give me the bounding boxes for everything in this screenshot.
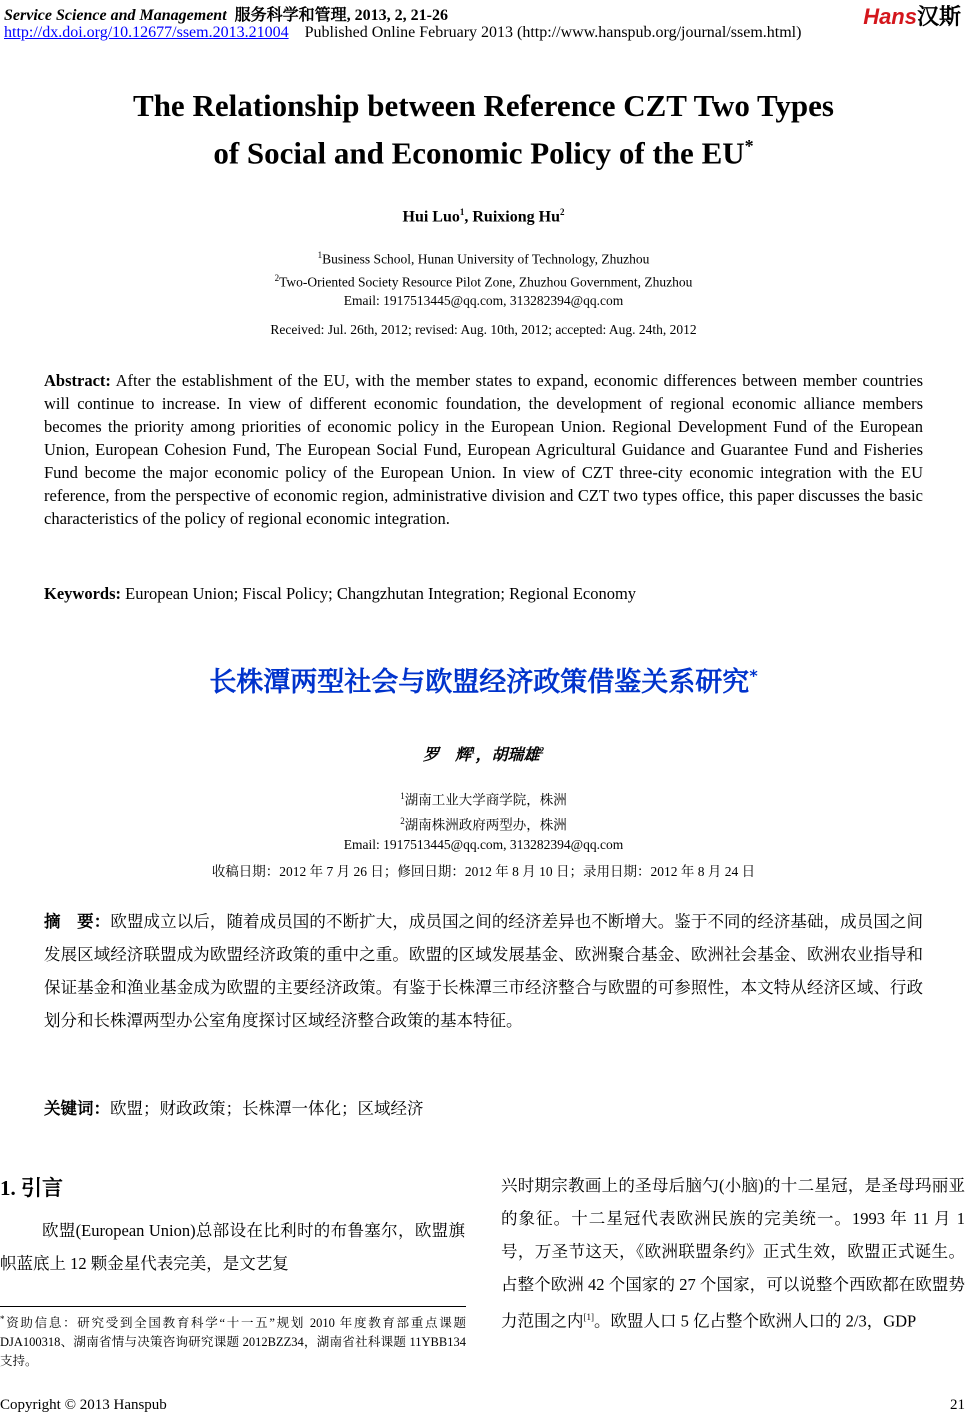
keywords	[44, 582, 923, 605]
section-heading: 1. 引言	[0, 1176, 63, 1200]
abstract	[44, 369, 923, 530]
doi-line	[4, 24, 801, 42]
affil-sup: 2	[400, 815, 405, 826]
author: 胡瑞雄	[491, 747, 540, 764]
zh-authors	[0, 742, 967, 765]
page-number: 21	[950, 1397, 965, 1413]
zh-dates: 收稿日期：2012 年 7 月 26 日；修回日期：2012 年 8 月 10 日；录用日期：2012 年 8 月 24 日	[211, 864, 756, 879]
keywords-text: 欧盟；财政政策；长株潭一体化；区域经济	[110, 1099, 424, 1118]
copyright: Copyright © 2013 Hanspub	[0, 1397, 167, 1413]
author-sup: 2	[539, 745, 545, 756]
abstract-text: After the establishment of the EU, with the member states to expand, economic differences between member countries will continue to increase. In view of different economic foundation, the development of regional economic alliance members becomes the priority among priorities of economic policy in the European Union. Regional Development Fund of the European Union, European Cohesion Fund, The European Social Fund, European Agricultural Guidance and Guarantee Fund and Fisheries Fund become the major economic policy of the European Union. In view of CZT three-city economic integration with the EU reference, from the perspective of economic region, administrative division and CZT two types office, this paper discusses the basic characteristics of the policy of regional economic integration.	[44, 371, 923, 528]
citation[interactable]: [1]	[583, 1312, 594, 1322]
affil-sup: 1	[400, 791, 405, 801]
zh-affiliations	[0, 786, 967, 855]
body-paragraph-right	[501, 1169, 965, 1338]
zh-keywords	[44, 1092, 923, 1125]
affil-sup: 1	[317, 250, 323, 260]
affil-text: 湖南工业大学商学院，株洲	[404, 792, 567, 808]
affil-text: Business School, Hunan University of Technology, Zhuzhou	[322, 251, 650, 267]
affiliation	[0, 246, 967, 269]
title-mark: *	[744, 136, 754, 156]
keywords-label: 关键词：	[44, 1099, 110, 1118]
paper-title	[0, 86, 967, 173]
title-line-2: of Social and Economic Policy of the EU	[213, 135, 745, 171]
footnote-text: 资助信息：研究受到全国教育科学“十一五”规划 2010 年度教育部重点课题 DJA100318、湖南省情与决策咨询研究课题 2012BZZ34，湖南省社科课题 11YBB134 支持。	[0, 1316, 466, 1369]
received-dates: Received: Jul. 26th, 2012; revised: Aug. 10th, 2012; accepted: Aug. 24th, 2012	[270, 322, 697, 337]
journal-name-zh: 服务科学和管理, 2013, 2, 21-26	[234, 7, 448, 24]
affiliation	[0, 786, 967, 811]
affil-text: Two-Oriented Society Resource Pilot Zone, Zhuzhou Government, Zhuzhou	[279, 274, 693, 289]
author-sup: 1	[470, 745, 476, 756]
email: Email: 1917513445@qq.com, 313282394@qq.com	[343, 293, 624, 308]
author: Hui Luo	[402, 208, 460, 226]
author-sup: 2	[559, 207, 565, 217]
keywords-text: European Union; Fiscal Policy; Changzhutan Integration; Regional Economy	[125, 584, 637, 603]
title-line-1: The Relationship between Reference CZT Two Types	[133, 88, 834, 123]
footnote-divider	[0, 1306, 466, 1307]
author: 罗 辉	[422, 747, 471, 764]
abstract-label: 摘 要：	[44, 912, 111, 931]
logo-en: Hans	[863, 4, 917, 29]
affiliations	[0, 246, 967, 310]
footnote	[0, 1310, 466, 1371]
paragraph-text: 。欧盟人口 5 亿占整个欧洲人口的 2/3，GDP	[594, 1311, 917, 1331]
journal-header	[4, 2, 448, 25]
zh-abstract	[44, 905, 923, 1037]
affiliation	[0, 269, 967, 292]
authors: Hui Luo$^1$, Ruixiong Hu$^2$	[402, 207, 565, 226]
abstract-text: 欧盟成立以后，随着成员国的不断扩大，成员国之间的经济差异也不断增大。鉴于不同的经济基础，成员国之间发展区域经济联盟成为欧盟经济政策的重中之重。欧盟的区域发展基金、欧洲聚合基金、欧洲社会基金、欧洲农业指导和保证基金和渔业基金成为欧盟的主要经济政策。有鉴于长株潭三市经济整合与欧盟的可参照性，本文特从经济区域、行政划分和长株潭两型办公室角度探讨区域经济整合政策的基本特征。	[44, 912, 924, 1030]
email: Email: 1917513445@qq.com, 313282394@qq.com	[343, 837, 624, 852]
hans-logo	[863, 0, 961, 31]
affil-sup: 2	[274, 272, 280, 283]
zh-title-text: 长株潭两型社会与欧盟经济政策借鉴关系研究	[209, 667, 750, 698]
author: Ruixiong Hu	[472, 208, 560, 226]
affiliation	[0, 811, 967, 836]
abstract-label: Abstract:	[44, 371, 111, 390]
keywords-label: Keywords:	[44, 584, 121, 603]
published-info: Published Online February 2013 (http://www.hanspub.org/journal/ssem.html)	[304, 24, 802, 41]
author-sup: 1	[459, 207, 465, 217]
separator: ，	[475, 747, 492, 764]
journal-name: Service Science and Management	[4, 7, 227, 24]
doi-link[interactable]: http://dx.doi.org/10.12677/ssem.2013.21004	[4, 24, 289, 41]
body-paragraph-left: 欧盟(European Union)总部设在比利时的布鲁塞尔，欧盟旗帜蓝底上 12 颗金星代表完美，是文艺复	[0, 1221, 465, 1273]
footnote-mark: *	[0, 1314, 5, 1324]
affil-text: 湖南株洲政府两型办，株洲	[404, 817, 567, 832]
paragraph-text: 兴时期宗教画上的圣母后脑勺(小脑)的十二星冠，是圣母玛丽亚的象征。十二星冠代表欧洲民族的完美统一。1993 年 11 月 1 号，万圣节这天，《欧洲联盟条约》正式生效，欧盟正式诞生。占整个欧洲 42 个国家的 27 个国家，可以说整个西欧都在欧盟势力范围之内	[501, 1176, 965, 1331]
zh-title	[0, 660, 967, 699]
logo-zh: 汉斯	[916, 4, 961, 29]
title-mark: *	[749, 666, 758, 685]
